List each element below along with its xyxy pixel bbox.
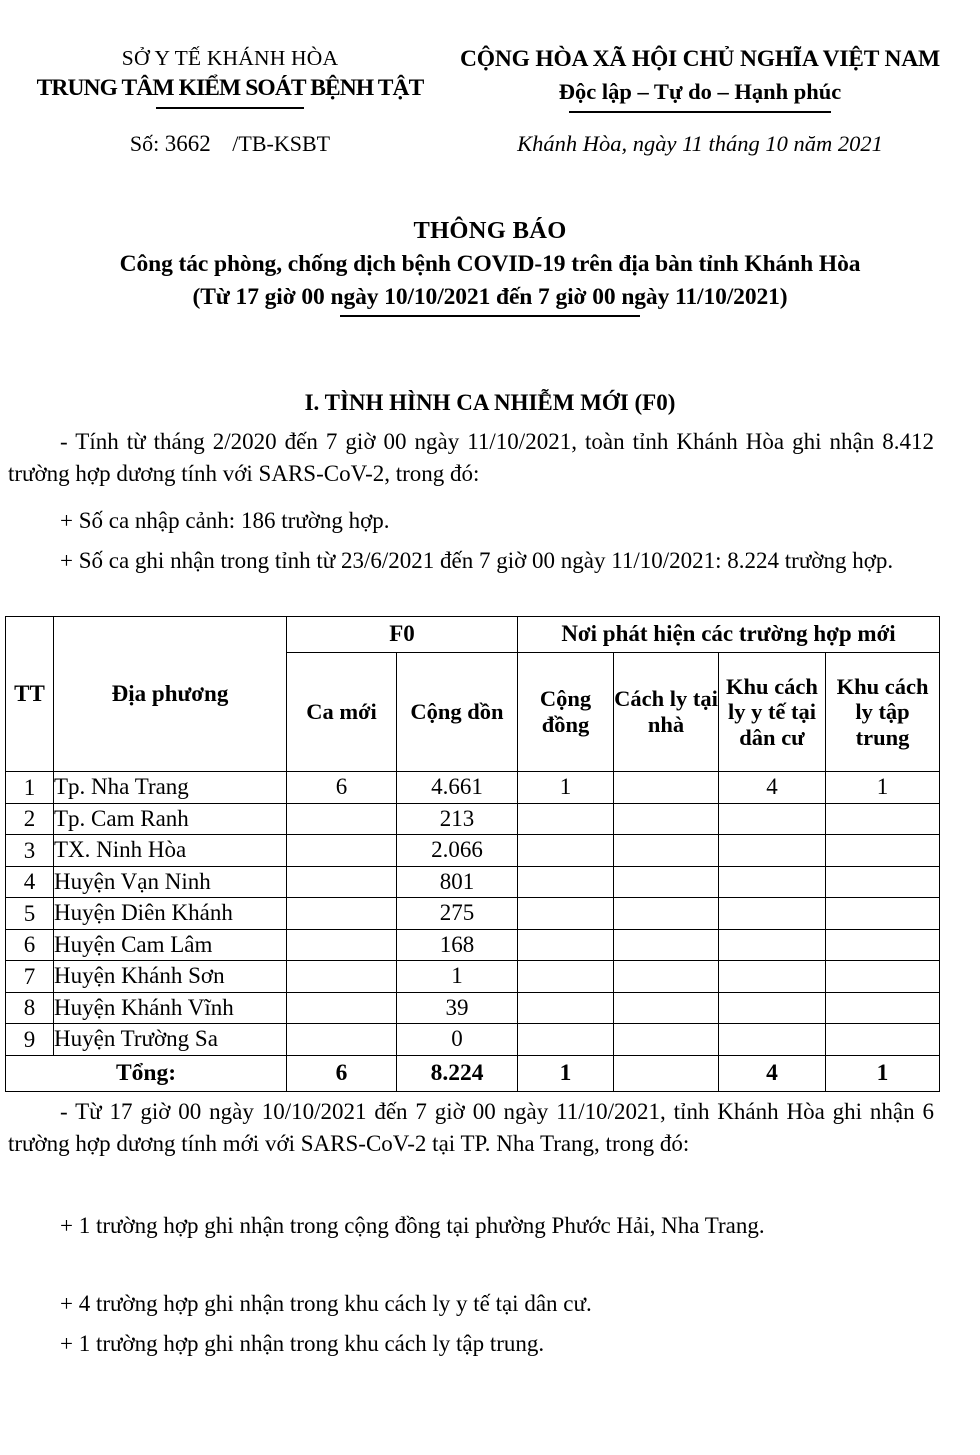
paragraph-concentrated-quarantine-cases: [8, 1328, 934, 1360]
table-head: [6, 617, 940, 772]
paragraph-concentrated-quarantine-cases-text: + 1 trường hợp ghi nhận trong khu cách ly tập trung.: [60, 1331, 545, 1356]
table-cell-locality: Huyện Vạn Ninh: [54, 866, 287, 898]
table-cell-home-quarantine: [614, 803, 719, 835]
table-cell-community: [518, 898, 614, 930]
table-cell-community: 1: [518, 772, 614, 804]
table-total-concentrated-quarantine: 1: [826, 1055, 940, 1091]
table-cell-community: [518, 992, 614, 1024]
table-cell-concentrated-quarantine: [826, 803, 940, 835]
table-cell-cumulative: 39: [397, 992, 518, 1024]
section-1-heading: I. TÌNH HÌNH CA NHIỄM MỚI (F0): [304, 390, 676, 415]
document-number: [0, 131, 460, 157]
table-cell-community: [518, 1024, 614, 1056]
paragraph-residential-quarantine-cases-text: + 4 trường hợp ghi nhận trong khu cách ly y tế tại dân cư.: [60, 1291, 592, 1316]
table-cell-tt: 2: [6, 803, 54, 835]
table-cell-residential-quarantine: [719, 866, 826, 898]
table-cell-residential-quarantine: 4: [719, 772, 826, 804]
table-header-residential-quarantine: Khu cách ly y tế tại dân cư: [719, 653, 826, 772]
table-cell-residential-quarantine: [719, 961, 826, 993]
issuing-department-name: SỞ Y TẾ KHÁNH HÒA: [121, 46, 339, 70]
table-cell-cumulative: 275: [397, 898, 518, 930]
table-cell-locality: Huyện Khánh Sơn: [54, 961, 287, 993]
paragraph-residential-quarantine-cases: [8, 1288, 934, 1320]
table-cell-home-quarantine: [614, 835, 719, 867]
table-header-new-cases: Ca mới: [287, 653, 397, 772]
table-row: [6, 772, 940, 804]
table-header-locality: Địa phương: [54, 617, 287, 772]
table-row: [6, 929, 940, 961]
table-cell-cumulative: 213: [397, 803, 518, 835]
table-cell-cumulative: 801: [397, 866, 518, 898]
table-cell-concentrated-quarantine: [826, 992, 940, 1024]
document-number-value: 3662: [164, 131, 211, 156]
table-cell-community: [518, 961, 614, 993]
table-cell-new-cases: [287, 835, 397, 867]
table-cell-new-cases: [287, 803, 397, 835]
issuing-center-name: TRUNG TÂM KIỂM SOÁT BỆNH TẬT: [36, 75, 424, 102]
table-cell-concentrated-quarantine: [826, 961, 940, 993]
table-cell-new-cases: [287, 898, 397, 930]
table-cell-home-quarantine: [614, 961, 719, 993]
table-cell-new-cases: [287, 1024, 397, 1056]
paragraph-community-cases-text: + 1 trường hợp ghi nhận trong cộng đồng tại phường Phước Hải, Nha Trang.: [60, 1213, 765, 1238]
document-subject-line-2: (Từ 17 giờ 00 ngày 10/10/2021 đến 7 giờ 00 ngày 11/10/2021): [192, 283, 788, 310]
table-row: [6, 992, 940, 1024]
table-cell-community: [518, 803, 614, 835]
paragraph-entry-cases: [8, 505, 934, 537]
table-cell-locality: Huyện Trường Sa: [54, 1024, 287, 1056]
paragraph-new-cases-text: - Từ 17 giờ 00 ngày 10/10/2021 đến 7 giờ 00 ngày 11/10/2021, tỉnh Khánh Hòa ghi nhận 6 trường hợp dương tính mới với SARS-CoV-2 tại TP. Nha Trang, trong đó:: [8, 1099, 934, 1156]
table-total-cumulative: 8.224: [397, 1055, 518, 1091]
paragraph-total-cases-text: - Tính từ tháng 2/2020 đến 7 giờ 00 ngày 11/10/2021, toàn tỉnh Khánh Hòa ghi nhận 8.412 trường hợp dương tính với SARS-CoV-2, trong đó:: [8, 429, 934, 486]
table-cell-locality: Tp. Cam Ranh: [54, 803, 287, 835]
table-cell-locality: Tp. Nha Trang: [54, 772, 287, 804]
masthead-right-rule: [569, 111, 831, 113]
table-row: [6, 803, 940, 835]
table-cell-concentrated-quarantine: [826, 866, 940, 898]
table-cell-tt: 4: [6, 866, 54, 898]
table-header-group-f0: F0: [287, 617, 518, 653]
table-cell-cumulative: 0: [397, 1024, 518, 1056]
title-rule: [340, 315, 640, 317]
table-cell-home-quarantine: [614, 772, 719, 804]
table-cell-cumulative: 1: [397, 961, 518, 993]
table-cell-concentrated-quarantine: [826, 929, 940, 961]
table-cell-concentrated-quarantine: [826, 898, 940, 930]
document-type-title: THÔNG BÁO: [413, 217, 567, 244]
table-row: [6, 835, 940, 867]
table-cell-concentrated-quarantine: 1: [826, 772, 940, 804]
masthead-left-block: [0, 44, 460, 109]
national-motto: Độc lập – Tự do – Hạnh phúc: [558, 78, 842, 104]
table-cell-cumulative: 2.066: [397, 835, 518, 867]
table-cell-new-cases: [287, 929, 397, 961]
table-header-tt: TT: [6, 617, 54, 772]
paragraph-total-cases: [8, 426, 934, 489]
table-cell-residential-quarantine: [719, 1024, 826, 1056]
document-number-prefix: Số:: [129, 131, 160, 156]
table-body: [6, 772, 940, 1056]
table-header-group-detection-place: Nơi phát hiện các trường hợp mới: [518, 617, 940, 653]
table-row: [6, 866, 940, 898]
table-row: [6, 961, 940, 993]
table-row: [6, 898, 940, 930]
paragraph-in-province-cases: [8, 545, 934, 577]
table-cell-home-quarantine: [614, 929, 719, 961]
table-cell-new-cases: [287, 866, 397, 898]
table-cell-new-cases: [287, 961, 397, 993]
table-cell-new-cases: 6: [287, 772, 397, 804]
table-header-concentrated-quarantine: Khu cách ly tập trung: [826, 653, 940, 772]
table-cell-cumulative: 168: [397, 929, 518, 961]
table-cell-tt: 1: [6, 772, 54, 804]
table-cell-locality: TX. Ninh Hòa: [54, 835, 287, 867]
paragraph-community-cases: [8, 1210, 934, 1242]
table-cell-community: [518, 866, 614, 898]
masthead: [0, 44, 980, 113]
table-cell-locality: Huyện Khánh Vĩnh: [54, 992, 287, 1024]
table-cell-concentrated-quarantine: [826, 1024, 940, 1056]
table-header-group-row: [6, 617, 940, 653]
document-subject-line-1: Công tác phòng, chống dịch bệnh COVID-19 trên địa bàn tỉnh Khánh Hòa: [119, 250, 861, 277]
paragraph-in-province-cases-text: + Số ca ghi nhận trong tỉnh từ 23/6/2021 đến 7 giờ 00 ngày 11/10/2021: 8.224 trường hợp.: [60, 548, 894, 573]
table-cell-tt: 8: [6, 992, 54, 1024]
document-number-suffix: /TB-KSBT: [232, 131, 331, 156]
covid-statistics-table-wrapper: [5, 616, 939, 1092]
covid-statistics-table: [5, 616, 940, 1092]
masthead-right-block: [460, 44, 940, 113]
table-header-cumulative: Cộng dồn: [397, 653, 518, 772]
table-header-home-quarantine: Cách ly tại nhà: [614, 653, 719, 772]
paragraph-new-cases: [8, 1096, 934, 1159]
table-cell-community: [518, 835, 614, 867]
table-cell-home-quarantine: [614, 898, 719, 930]
table-header-community: Cộng đồng: [518, 653, 614, 772]
document-date: Khánh Hòa, ngày 11 tháng 10 năm 2021: [517, 131, 883, 156]
table-cell-concentrated-quarantine: [826, 835, 940, 867]
table-cell-community: [518, 929, 614, 961]
table-cell-locality: Huyện Diên Khánh: [54, 898, 287, 930]
table-foot: [6, 1055, 940, 1091]
table-cell-residential-quarantine: [719, 803, 826, 835]
national-title: CỘNG HÒA XÃ HỘI CHỦ NGHĨA VIỆT NAM: [460, 46, 941, 72]
table-cell-cumulative: 4.661: [397, 772, 518, 804]
title-block: [40, 215, 940, 317]
table-cell-home-quarantine: [614, 1024, 719, 1056]
table-total-community: 1: [518, 1055, 614, 1091]
masthead-left-rule: [156, 107, 304, 109]
table-cell-tt: 6: [6, 929, 54, 961]
table-cell-locality: Huyện Cam Lâm: [54, 929, 287, 961]
table-cell-tt: 3: [6, 835, 54, 867]
table-cell-residential-quarantine: [719, 898, 826, 930]
paragraph-entry-cases-text: + Số ca nhập cảnh: 186 trường hợp.: [60, 508, 390, 533]
table-total-residential-quarantine: 4: [719, 1055, 826, 1091]
table-cell-tt: 7: [6, 961, 54, 993]
table-cell-tt: 9: [6, 1024, 54, 1056]
table-total-home-quarantine: [614, 1055, 719, 1091]
table-cell-new-cases: [287, 992, 397, 1024]
table-cell-residential-quarantine: [719, 929, 826, 961]
table-total-new-cases: 6: [287, 1055, 397, 1091]
table-cell-residential-quarantine: [719, 992, 826, 1024]
table-cell-residential-quarantine: [719, 835, 826, 867]
table-total-row: [6, 1055, 940, 1091]
table-total-label: Tổng:: [6, 1055, 287, 1091]
table-cell-home-quarantine: [614, 866, 719, 898]
table-row: [6, 1024, 940, 1056]
table-cell-home-quarantine: [614, 992, 719, 1024]
table-cell-tt: 5: [6, 898, 54, 930]
